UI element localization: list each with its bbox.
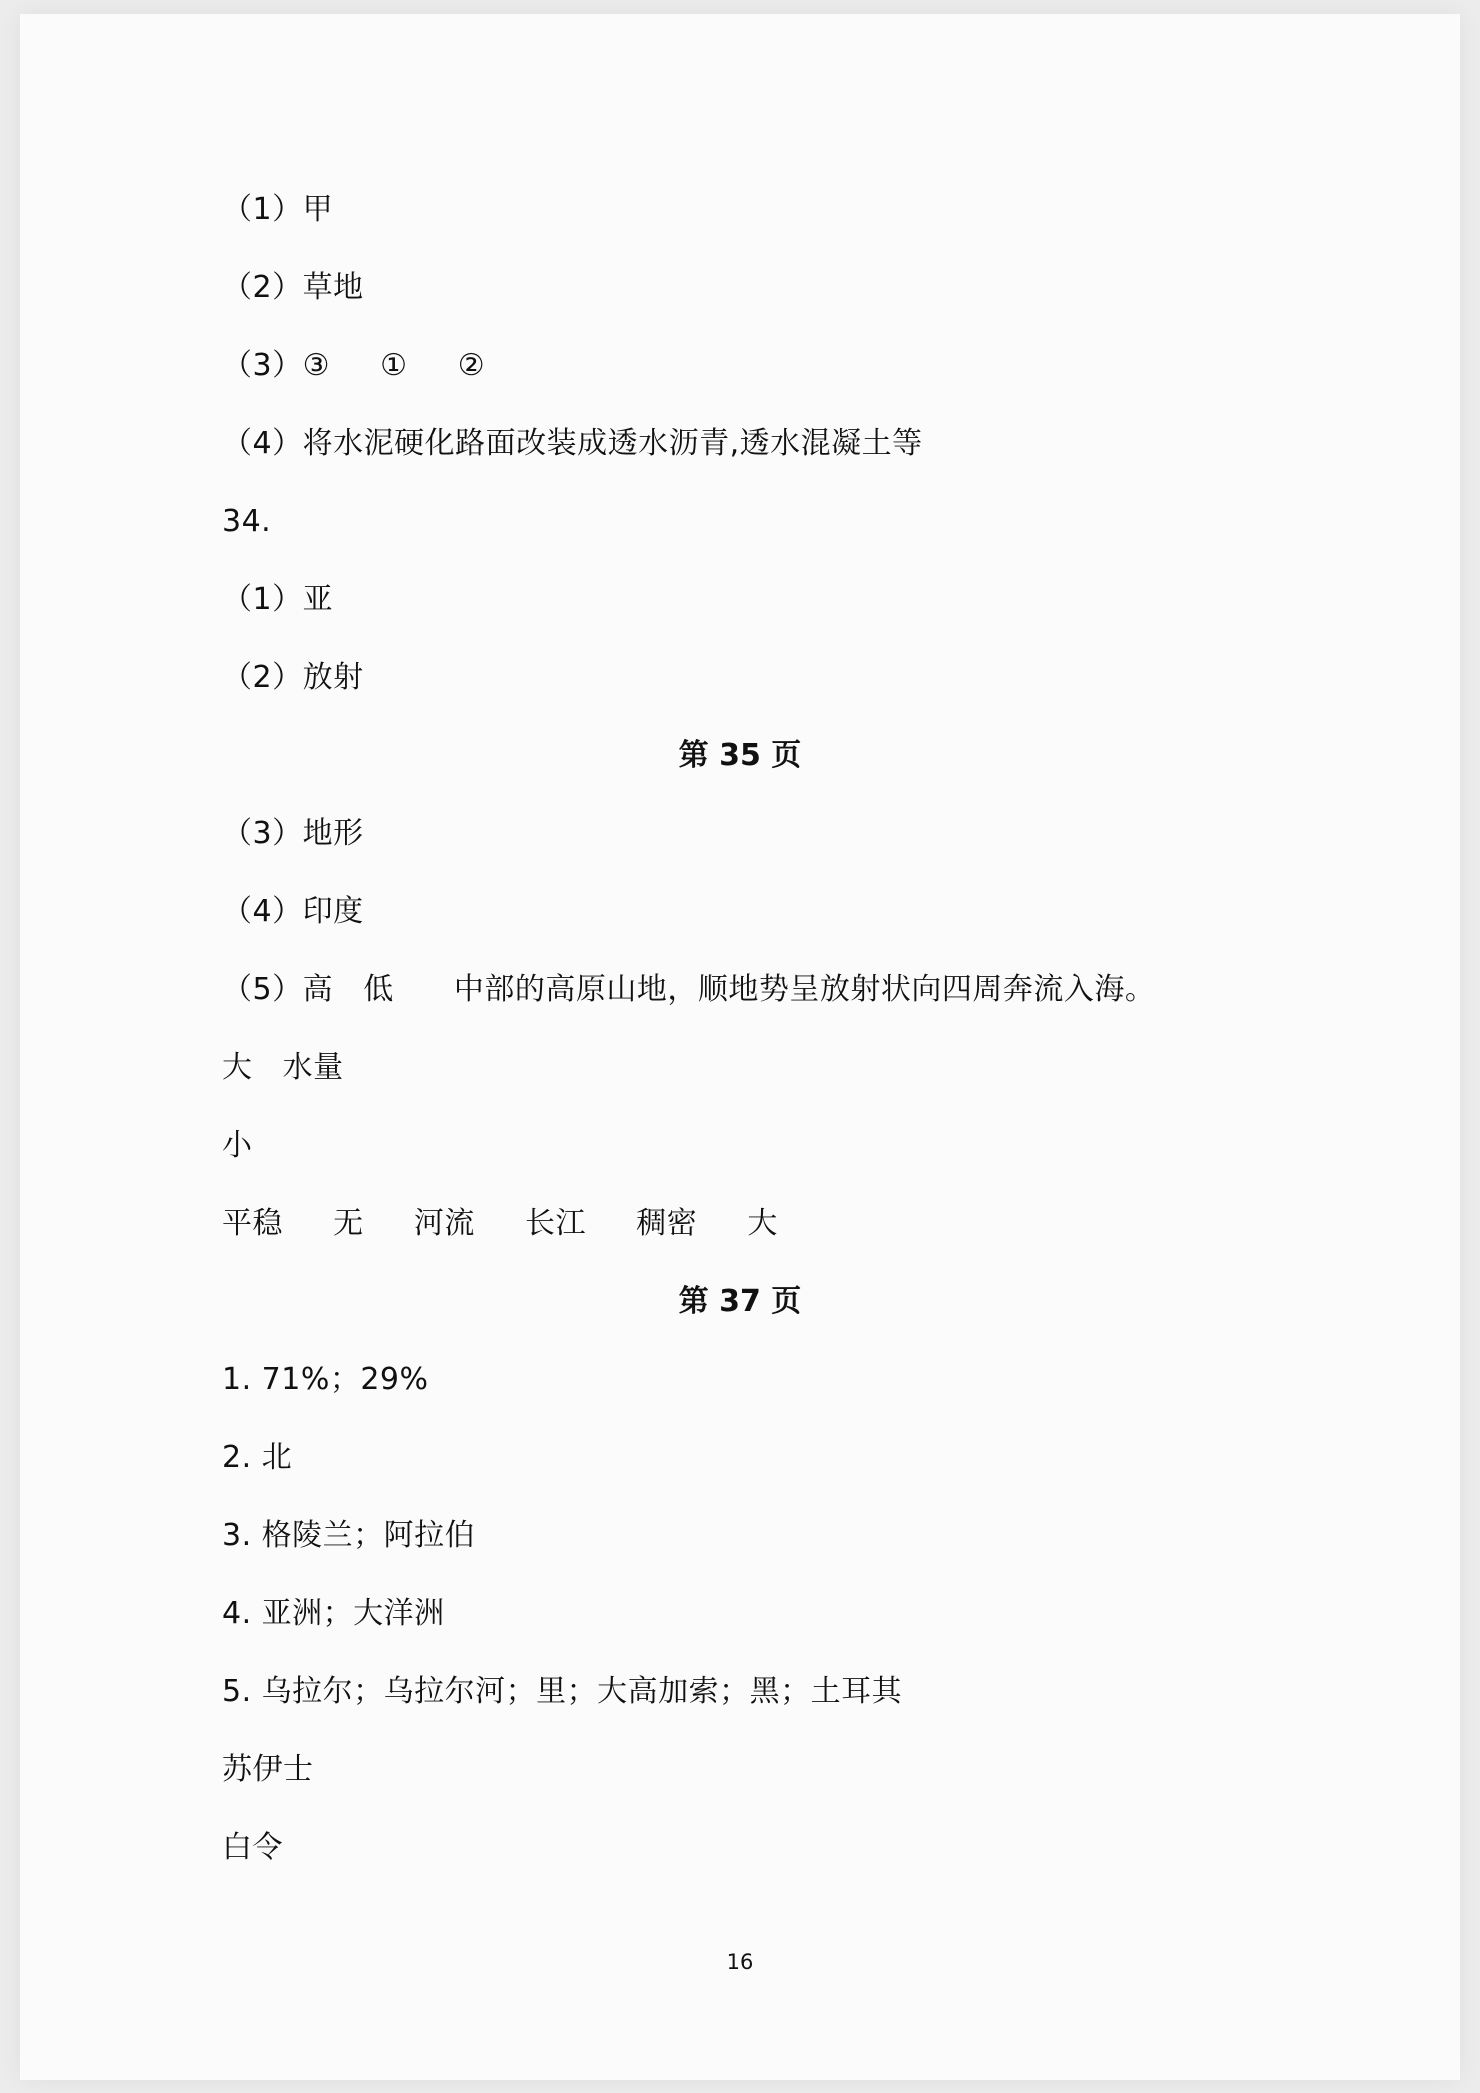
page-heading: 第 35 页 [678, 738, 802, 773]
answer-line: （4）印度 [222, 894, 364, 929]
answer-line: 2. 北 [222, 1440, 293, 1475]
answer-line: （1）亚 [222, 582, 334, 617]
answer-line: （1）甲 [222, 192, 334, 227]
answer-line: （3）地形 [222, 816, 364, 851]
answer-line: 平稳 无 河流 长江 稠密 大 [222, 1206, 778, 1241]
answer-line: 3. 格陵兰；阿拉伯 [222, 1518, 476, 1553]
answer-line: 小 [222, 1128, 253, 1163]
answer-line: 4. 亚洲；大洋洲 [222, 1596, 445, 1631]
question-number: 34. [222, 504, 272, 539]
document-page [20, 14, 1460, 2080]
page-heading: 第 37 页 [678, 1284, 802, 1319]
answer-line: 5. 乌拉尔；乌拉尔河；里；大高加索；黑；土耳其 [222, 1674, 903, 1709]
answer-line: （3）③ ① ② [222, 348, 486, 383]
answer-line: 大 水量 [222, 1050, 344, 1085]
answer-line: 白令 [222, 1830, 283, 1865]
answer-line: 1. 71%；29% [222, 1362, 429, 1397]
answer-line: （2）放射 [222, 660, 364, 695]
answer-line: （2）草地 [222, 270, 364, 305]
page-number: 16 [726, 1950, 754, 1974]
answer-line: （4）将水泥硬化路面改装成透水沥青,透水混凝土等 [222, 426, 923, 461]
answer-line: （5）高 低 中部的高原山地，顺地势呈放射状向四周奔流入海。 [222, 972, 1156, 1007]
answer-line: 苏伊士 [222, 1752, 314, 1787]
